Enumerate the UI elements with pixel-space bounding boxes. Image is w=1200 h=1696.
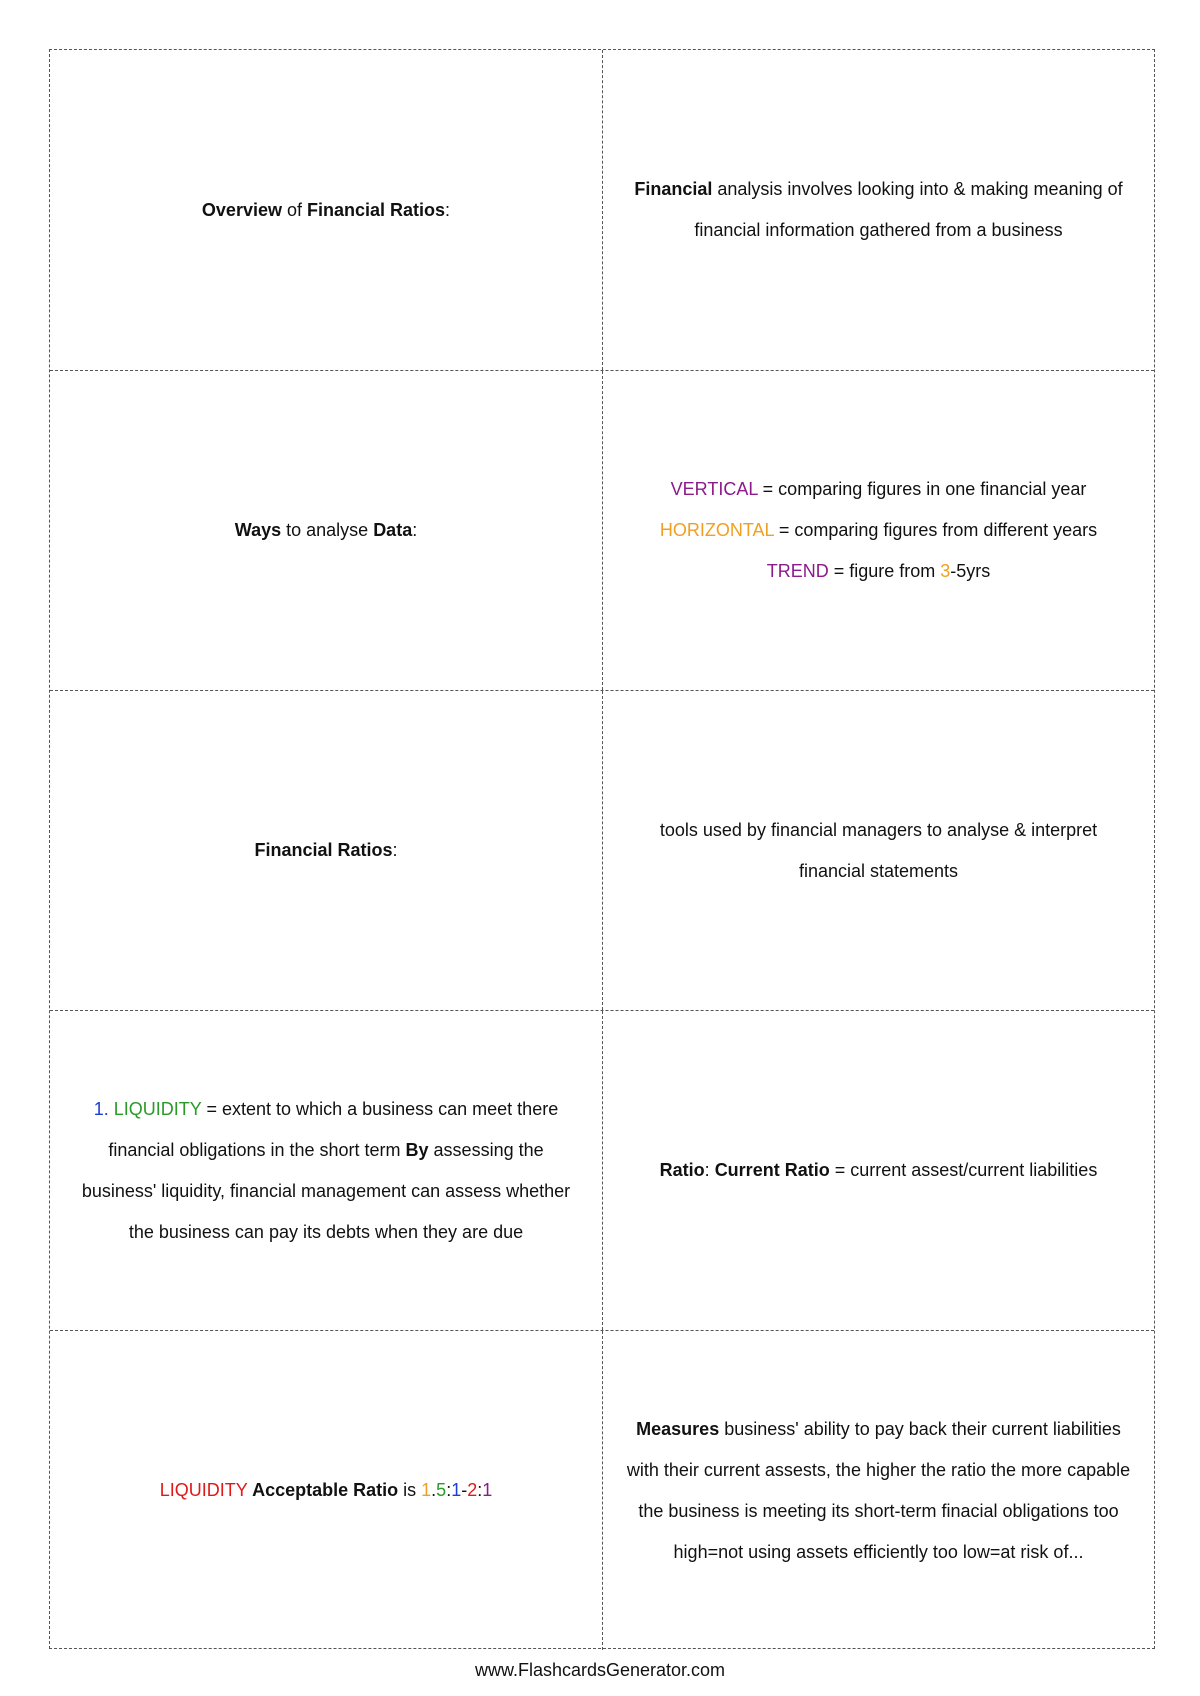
flashcard-grid bbox=[49, 49, 1155, 1649]
card-question: Financial Ratios: bbox=[50, 691, 603, 1010]
card-row bbox=[50, 50, 1154, 370]
card-question: 1. LIQUIDITY = extent to which a business can meet there financial obligations in the short term By assessing the business' liquidity, financial management can assess whether the business can pay its debts when they are due bbox=[50, 1011, 603, 1330]
card-answer: VERTICAL = comparing figures in one financial year HORIZONTAL = comparing figures from different years TREND = figure from 3-5yrs bbox=[659, 479, 1098, 581]
card-row bbox=[50, 1330, 1154, 1650]
card-answer: Financial analysis involves looking into & making meaning of financial information gathered from a business bbox=[634, 179, 1123, 240]
card-row bbox=[50, 690, 1154, 1010]
card-answer: Ratio: Current Ratio = current assest/current liabilities bbox=[659, 1160, 1098, 1180]
card-question: Ways to analyse Data: bbox=[50, 371, 603, 690]
card-question: LIQUIDITY Acceptable Ratio is 1.5:1-2:1 bbox=[50, 1331, 603, 1650]
card-row bbox=[50, 370, 1154, 690]
footer-url: www.FlashcardsGenerator.com bbox=[474, 1660, 726, 1680]
card-question: Overview of Financial Ratios: bbox=[50, 50, 603, 370]
card-answer: tools used by financial managers to analyse & interpret financial statements bbox=[659, 819, 1098, 881]
card-row bbox=[50, 1010, 1154, 1330]
card-answer: Measures business' ability to pay back their current liabilities with their current assests, the higher the ratio the more capable the business is meeting its short-term finacial obligations too high=not using assets efficiently too low=at risk of... bbox=[626, 1418, 1131, 1562]
